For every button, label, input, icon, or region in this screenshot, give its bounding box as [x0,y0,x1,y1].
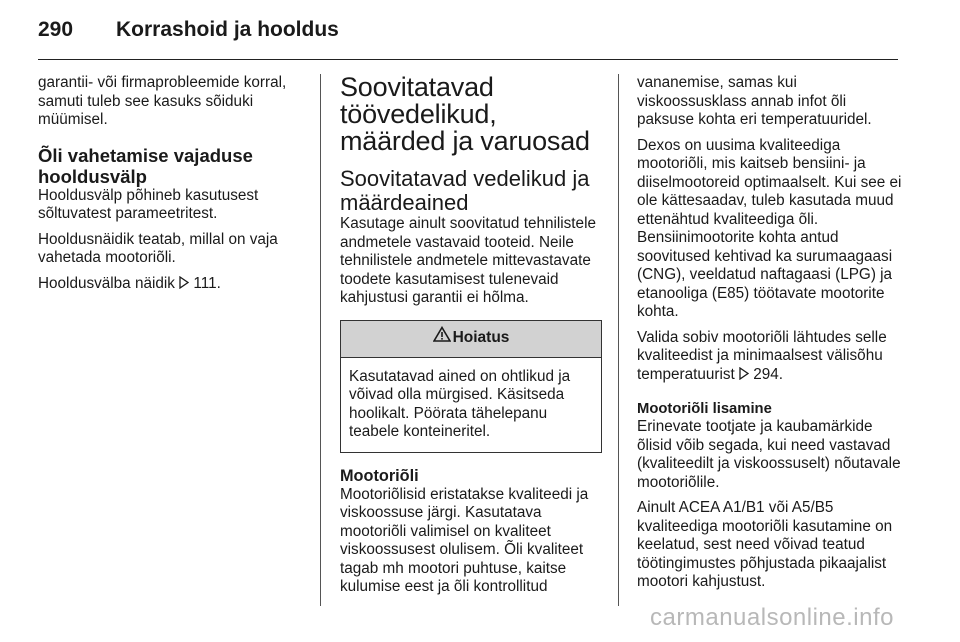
warning-body: Kasutatavad ained on ohtlikud ja võivad olla mürgised. Käsitseda hoolikalt. Pöörata tähelepanu teabele konteineritel. [349,367,571,440]
paragraph: Mootoriõlisid eristatakse kvaliteedi ja viskoossuse järgi. Kasutatava mootoriõli valimisel on kvaliteet viskoossusest olulisem. Õli kvaliteet tagab mh mootori puhtuse, kaitse kulumise eest ja õli kontrollitud [340,485,589,595]
paragraph-service-display-ref [38,275,310,298]
paragraph: Hooldusvälp põhineb kasutusest sõltuvatest parameetritest. [38,186,259,222]
paragraph-temperature-ref [637,329,903,389]
watermark: carmanualsonline.info [650,604,894,631]
section-heading-oil-change-interval: Õli vahetamise vajaduse hooldusvälp [38,144,253,187]
arrow-right-icon [739,367,749,389]
ref-text: Hooldusvälba näidik [38,274,175,292]
column-divider-1 [320,74,321,606]
header-rule [38,59,898,60]
warning-box [340,320,602,453]
column-1 [38,74,310,304]
column-divider-2 [618,74,619,606]
paragraph: Kasutage ainult soovitatud tehnilistele andmetele vastavaid tooteid. Neile tehnilistele andmetele mittevastavate toodete kasutamisest tulenevaid kahjustusi garantii ei hõlma. [340,215,596,306]
paragraph: Erinevate tootjate ja kaubamärkide õlisid võib segada, kui need vastavad (kvaliteedilt ja viskoossuselt) nõutavale mootoriõlile. [637,418,901,491]
paragraph: Ainult ACEA A1/B1 või A5/B5 kvaliteediga mootoriõli kasutamine on keelatud, sest need võivad teatud töötingimustes põhjustada pikaajalist mootori kahjustust. [637,499,893,590]
page-link[interactable]: 294. [753,365,784,383]
paragraph: vananemise, samas kui viskoossusklass annab infot õli paksuse kohta eri temperatuuridel. [637,74,872,128]
ref-text: Valida sobiv mootoriõli lähtudes selle kvaliteedist ja minimaalsest välisõhu temperatuurist [637,328,887,383]
warning-header [341,321,601,358]
page-link[interactable]: 111. [193,274,221,292]
section-heading-fluids: Soovitatavad vedelikud ja määrdeained [340,166,590,215]
paragraph: Dexos on uusima kvaliteediga mootoriõli, mis kaitseb bensiini- ja diiselmootoreid optimaalselt. Kui see ei ole kättesaadav, tuleb kasutada muud ettenähtud kvaliteediga õli. Bensiinimootorite kohta antud soovitused kehtivad ka surumaagaasi (CNG), veeldatud naftagaasi (LPG) ja etanooliga (E85) töötavate mootorite kohta. [637,136,902,320]
warning-triangle-icon [433,326,453,352]
section-heading-adding-oil: Mootoriõli lisamine [637,401,772,417]
arrow-right-icon [179,276,189,298]
warning-title: Hoiatus [452,329,510,347]
page-header [38,18,339,48]
chapter-heading: Soovitatavad töövedelikud, määrded ja varuosad [340,72,590,156]
paragraph: Hooldusnäidik teatab, millal on vaja vahetada mootoriõli. [38,230,278,266]
page-number: 290 [38,18,74,41]
column-2 [340,74,602,604]
paragraph: garantii- või firmaprobleemide korral, samuti tuleb see kasuks sõiduki müümisel. [38,74,287,128]
chapter-title: Korrashoid ja hooldus [116,18,339,41]
section-heading-motor-oil: Mootoriõli [340,466,419,485]
column-3 [637,74,903,599]
